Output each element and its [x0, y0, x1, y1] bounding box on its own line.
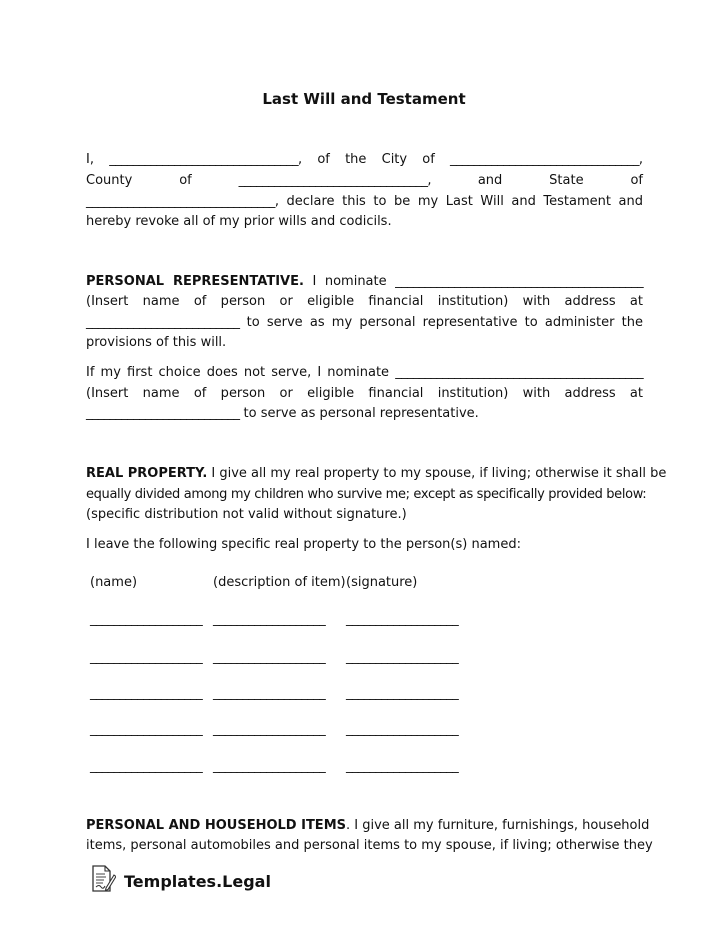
table-cell-description: ___________________ — [213, 650, 326, 665]
alternate-address-blank: __________________________ — [86, 406, 240, 421]
real-property-line-1: REAL PROPERTY. I give all my real property to my spouse, if living; otherwise it shall be — [86, 466, 667, 481]
alternate-representative-blank: __________________________________________ — [395, 365, 643, 380]
table-cell-description: ___________________ — [213, 686, 326, 701]
personal-rep-line-4: provisions of this will. — [86, 335, 227, 350]
real-property-heading: REAL PROPERTY. — [86, 466, 208, 481]
table-cell-signature: ___________________ — [346, 612, 459, 627]
personal-rep-line-1: PERSONAL REPRESENTATIVE. I nominate __________________________________________ — [86, 274, 643, 289]
table-cell-signature: ___________________ — [346, 722, 459, 737]
real-property-line-3: (specific distribution not valid without signature.) — [86, 507, 407, 522]
personal-rep-line-3: __________________________ to serve as my personal representative to administer the — [86, 315, 644, 330]
table-cell-name: ___________________ — [90, 722, 203, 737]
table-cell-description: ___________________ — [213, 722, 326, 737]
table-cell-name: ___________________ — [90, 650, 203, 665]
household-line-1: PERSONAL AND HOUSEHOLD ITEMS. I give all my furniture, furnishings, household — [86, 818, 650, 833]
intro-line-2: County of ________________________________, and State of — [86, 173, 643, 188]
personal-rep-line-6: (Insert name of person or eligible financial institution) with address at — [86, 386, 643, 401]
footer — [90, 865, 271, 897]
representative-address-blank: __________________________ — [86, 315, 240, 330]
personal-rep-heading: PERSONAL REPRESENTATIVE. — [86, 274, 304, 289]
table-cell-name: ___________________ — [90, 686, 203, 701]
table-cell-description: ___________________ — [213, 759, 326, 774]
intro-line-3: ________________________________, declare this to be my Last Will and Testament and — [86, 194, 643, 209]
city-blank: ________________________________ — [450, 152, 639, 167]
real-property-line-4: I leave the following specific real property to the person(s) named: — [86, 537, 521, 552]
county-blank: ________________________________, — [238, 173, 431, 188]
document-title: Last Will and Testament — [262, 90, 466, 108]
footer-brand: Templates.Legal — [124, 871, 271, 891]
personal-rep-line-2: (Insert name of person or eligible financial institution) with address at — [86, 294, 643, 309]
real-property-line-2: equally divided among my children who survive me; except as specifically provided below: — [86, 487, 647, 502]
table-cell-name: ___________________ — [90, 759, 203, 774]
intro-line-4: hereby revoke all of my prior wills and codicils. — [86, 214, 392, 229]
table-cell-name: ___________________ — [90, 612, 203, 627]
table-header-signature: (signature) — [346, 575, 418, 590]
personal-rep-line-7: __________________________ to serve as personal representative. — [86, 406, 479, 421]
intro-line-1: I, ________________________________, of the City of ________________________________, — [86, 152, 643, 167]
personal-rep-line-5: If my first choice does not serve, I nominate __________________________________________ — [86, 365, 643, 380]
table-cell-description: ___________________ — [213, 612, 326, 627]
household-line-2: items, personal automobiles and personal items to my spouse, if living; otherwise they — [86, 838, 653, 853]
table-header-name: (name) — [90, 575, 138, 590]
representative-name-blank: __________________________________________ — [395, 274, 643, 289]
table-cell-signature: ___________________ — [346, 686, 459, 701]
table-header-description: (description of item) — [213, 575, 346, 590]
document-pen-icon — [90, 864, 116, 898]
table-cell-signature: ___________________ — [346, 759, 459, 774]
state-blank: ________________________________ — [86, 194, 275, 209]
table-cell-signature: ___________________ — [346, 650, 459, 665]
household-heading: PERSONAL AND HOUSEHOLD ITEMS — [86, 818, 346, 833]
testator-name-blank: ________________________________ — [109, 152, 298, 167]
